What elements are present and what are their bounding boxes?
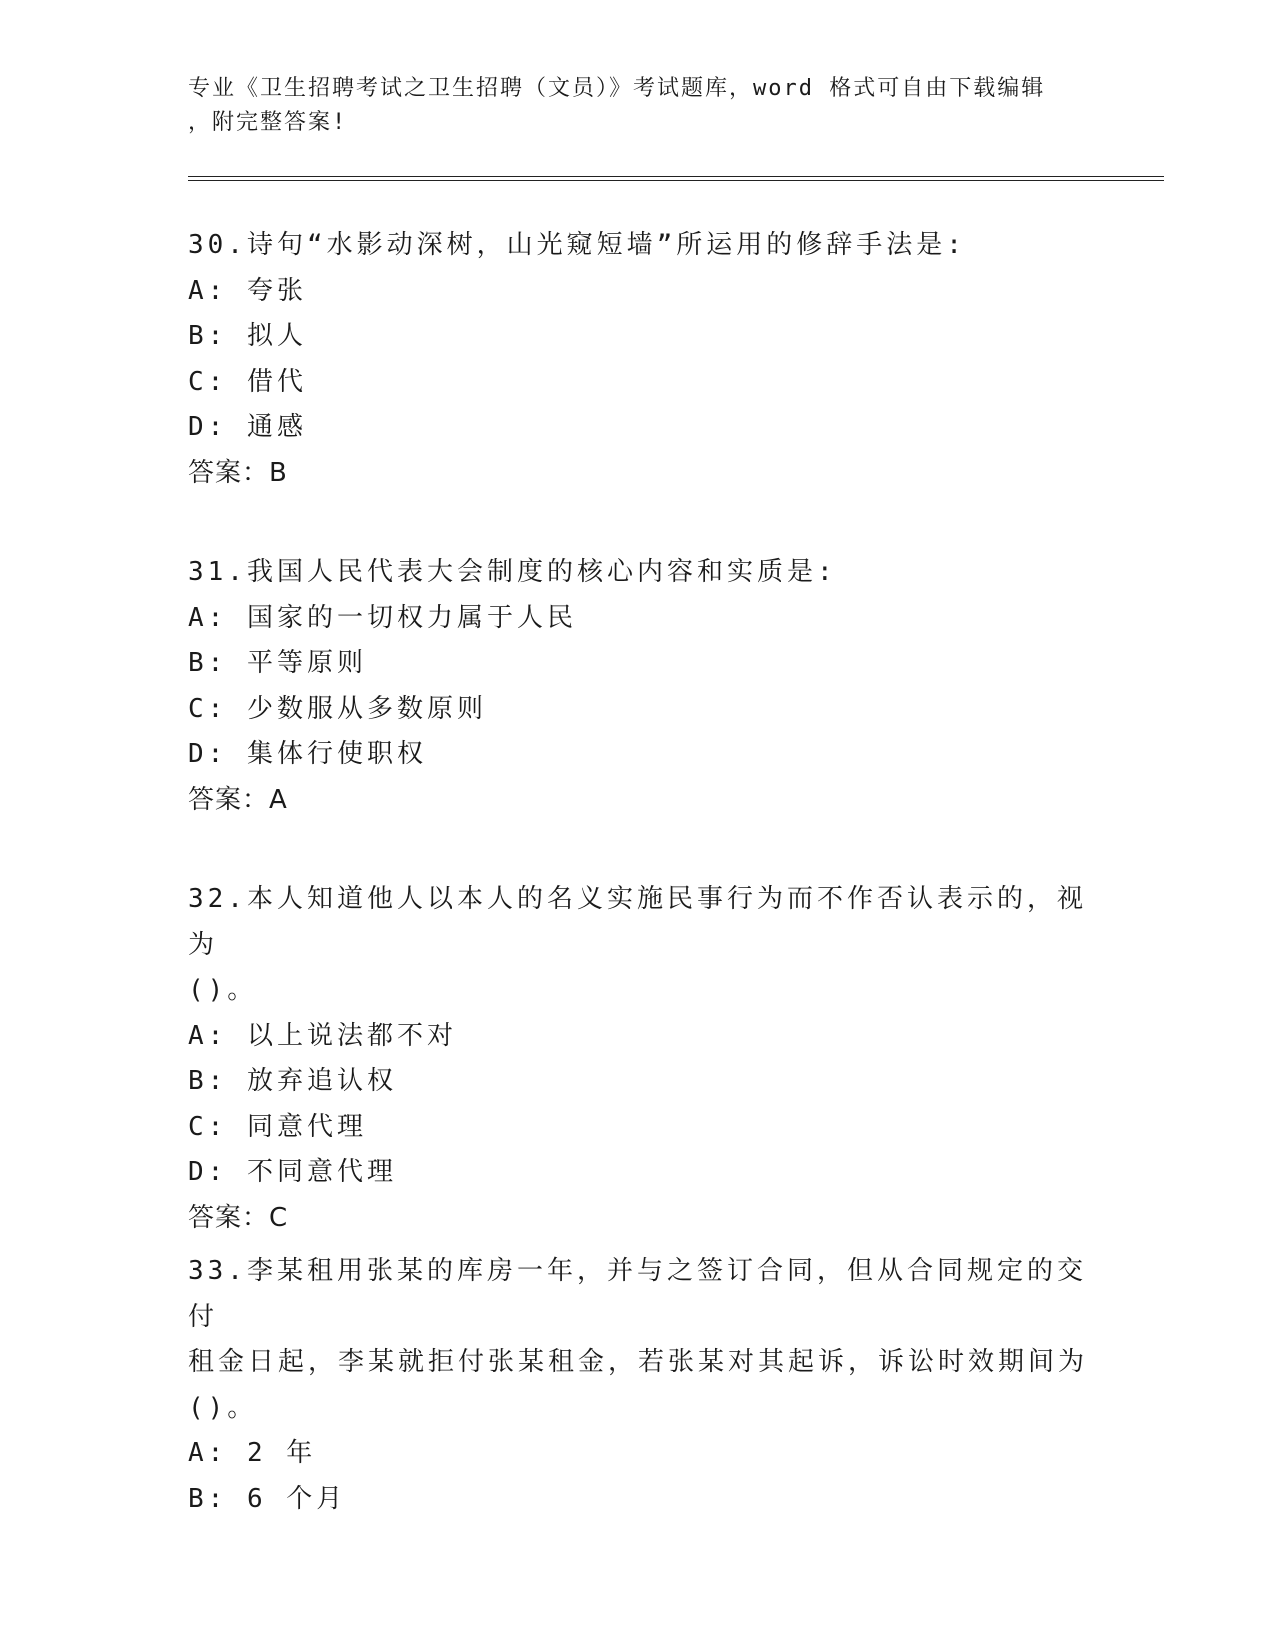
question-stem-line-2: ()。 — [188, 975, 258, 1005]
option-d: D: 不同意代理 — [188, 1157, 397, 1187]
option-b: B: 放弃追认权 — [188, 1066, 397, 1096]
question-stem-line-3: ()。 — [188, 1392, 258, 1423]
option-a: A: 2 年 — [188, 1438, 317, 1468]
answer: 答案：B — [188, 457, 288, 488]
option-c: C: 借代 — [188, 366, 307, 397]
option-a: A: 以上说法都不对 — [188, 1020, 457, 1051]
question-33 — [188, 1249, 1088, 1522]
option-a: A: 夸张 — [188, 275, 307, 306]
question-31 — [188, 550, 1088, 823]
header-line-2: ，附完整答案! — [188, 110, 348, 135]
question-stem-line-1: 33.李某租用张某的库房一年，并与之签订合同，但从合同规定的交付 — [188, 1256, 1087, 1332]
option-d: D: 集体行使职权 — [188, 739, 427, 769]
question-stem-line-1: 32.本人知道他人以本人的名义实施民事行为而不作否认表示的，视为 — [188, 884, 1087, 960]
answer: 答案：C — [188, 1202, 289, 1233]
question-stem: 30.诗句“水影动深树，山光窥短墙”所运用的修辞手法是: — [188, 230, 966, 260]
option-c: C: 同意代理 — [188, 1111, 367, 1142]
document-header — [188, 72, 1088, 140]
option-a: A: 国家的一切权力属于人民 — [188, 602, 577, 633]
option-b: B: 拟人 — [188, 321, 307, 351]
option-c: C: 少数服从多数原则 — [188, 693, 487, 724]
question-stem: 31.我国人民代表大会制度的核心内容和实质是: — [188, 557, 837, 587]
option-b: B: 6 个月 — [188, 1483, 347, 1514]
option-b: B: 平等原则 — [188, 648, 367, 678]
question-30 — [188, 223, 1088, 496]
header-divider — [188, 176, 1164, 181]
option-d: D: 通感 — [188, 412, 307, 442]
header-line-1: 专业《卫生招聘考试之卫生招聘（文员）》考试题库，word 格式可自由下载编辑 — [188, 76, 1046, 101]
question-32 — [188, 877, 1088, 1241]
answer: 答案：A — [188, 784, 288, 815]
question-stem-line-2: 租金日起，李某就拒付张某租金，若张某对其起诉，诉讼时效期间为 — [188, 1347, 1089, 1377]
